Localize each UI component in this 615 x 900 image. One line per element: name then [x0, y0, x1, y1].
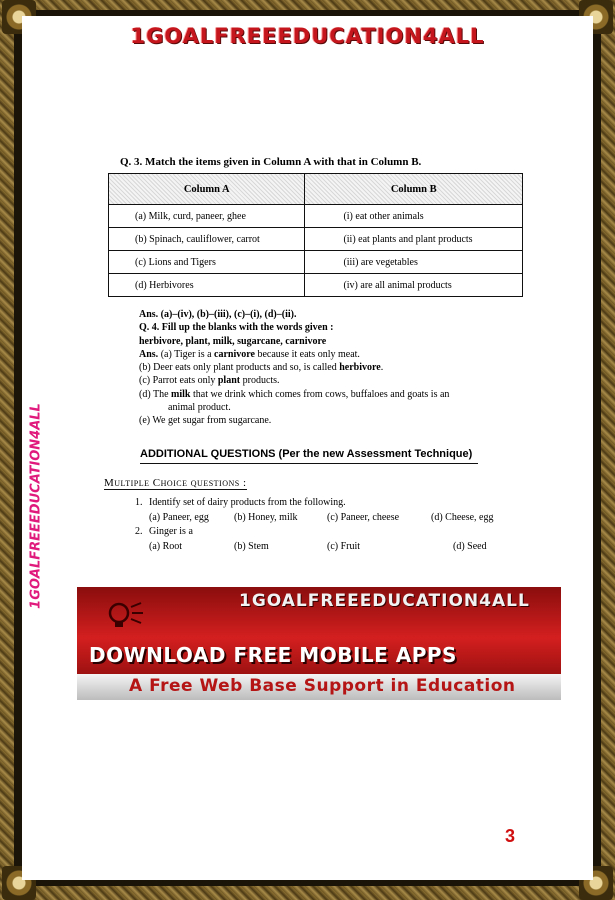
q4-word-list: herbivore, plant, milk, sugarcane, carnivore — [139, 335, 327, 347]
banner-site-name: 1GOALFREEEDUCATION4ALL — [239, 591, 530, 611]
mcq-q1-option-b: (b) Honey, milk — [234, 512, 298, 523]
q4-answer-d — [139, 388, 529, 401]
mcq-q2-text: Ginger is a — [149, 526, 193, 537]
column-b-header: Column B — [305, 174, 523, 205]
column-a-cell: (a) Milk, curd, paneer, ghee — [109, 205, 305, 228]
answer-text: (a) Tiger is a — [160, 348, 215, 360]
column-a-header: Column A — [109, 174, 305, 205]
q3-answer: Ans. (a)–(iv), (b)–(iii), (c)–(i), (d)–(ii). — [139, 309, 297, 320]
column-b-cell: (ii) eat plants and plant products — [305, 228, 523, 251]
table-row — [109, 274, 523, 297]
q4-title: Q. 4. Fill up the blanks with the words given : — [139, 322, 334, 334]
mcq-q1-option-c: (c) Paneer, cheese — [327, 512, 400, 523]
column-b-cell: (i) eat other animals — [305, 205, 523, 228]
answer-text: (c) Parrot eats only — [139, 375, 218, 387]
side-watermark — [24, 356, 48, 656]
side-watermark-text: 1GOALFREEEDUCATION4ALL — [28, 403, 44, 609]
q4-answer-c — [139, 374, 529, 387]
match-table — [108, 173, 523, 297]
mcq-q2-number: 2. — [135, 526, 143, 537]
answer-keyword: plant — [217, 375, 241, 387]
mcq-q2-option-d: (d) Seed — [453, 541, 487, 552]
app-download-banner[interactable] — [77, 587, 561, 700]
answer-keyword: carnivore — [214, 348, 255, 360]
download-apps-text: DOWNLOAD FREE MOBILE APPS — [89, 643, 457, 667]
column-a-cell: (b) Spinach, cauliflower, carrot — [109, 228, 305, 251]
mcq-q1-number: 1. — [135, 497, 143, 508]
answer-text: . — [380, 362, 384, 374]
additional-questions-heading: ADDITIONAL QUESTIONS (Per the new Assessment Technique) — [140, 448, 478, 464]
column-a-cell: (d) Herbivores — [109, 274, 305, 297]
answers-block — [139, 308, 529, 428]
banner-tagline-strip — [77, 674, 561, 700]
page-number: 3 — [505, 826, 516, 846]
table-row — [109, 228, 523, 251]
answer-text: because it eats only meat. — [254, 348, 360, 360]
q4-answer-d-continued: animal product. — [168, 402, 231, 414]
answer-text: that we drink which comes from cows, buffaloes and goats is an — [190, 388, 450, 400]
column-b-cell: (iii) are vegetables — [305, 251, 523, 274]
mcq-q1-text: Identify set of dairy products from the following. — [149, 497, 346, 508]
mcq-q1-option-a: (a) Paneer, egg — [149, 512, 209, 523]
mcq-heading: Multiple Choice questions : — [104, 477, 247, 489]
q4-answer-b — [139, 361, 529, 374]
answer-keyword: herbivore — [339, 362, 381, 374]
mcq-q2-option-c: (c) Fruit — [327, 541, 361, 552]
answer-keyword: milk — [171, 388, 191, 400]
top-banner-title: 1GOALFREEEDUCATION4ALL — [130, 24, 485, 48]
ans-label: Ans. — [139, 348, 159, 360]
lightbulb-icon — [101, 599, 145, 635]
mcq-q2-option-b: (b) Stem — [234, 541, 269, 552]
q4-answer-a — [139, 348, 529, 361]
q4-answer-e: (e) We get sugar from sugarcane. — [139, 415, 272, 427]
q3-title: Q. 3. Match the items given in Column A with that in Column B. — [120, 156, 422, 168]
banner-tagline: A Free Web Base Support in Education — [129, 676, 516, 696]
column-b-cell: (iv) are all animal products — [305, 274, 523, 297]
table-header-row — [109, 174, 523, 205]
column-a-cell: (c) Lions and Tigers — [109, 251, 305, 274]
mcq-q1-option-d: (d) Cheese, egg — [431, 512, 494, 523]
table-row — [109, 251, 523, 274]
mcq-q2-option-a: (a) Root — [149, 541, 183, 552]
answer-text: (d) The — [139, 388, 172, 400]
answer-text: products. — [240, 375, 280, 387]
answer-text: (b) Deer eats only plant products and so, is called — [139, 362, 340, 374]
table-row — [109, 205, 523, 228]
